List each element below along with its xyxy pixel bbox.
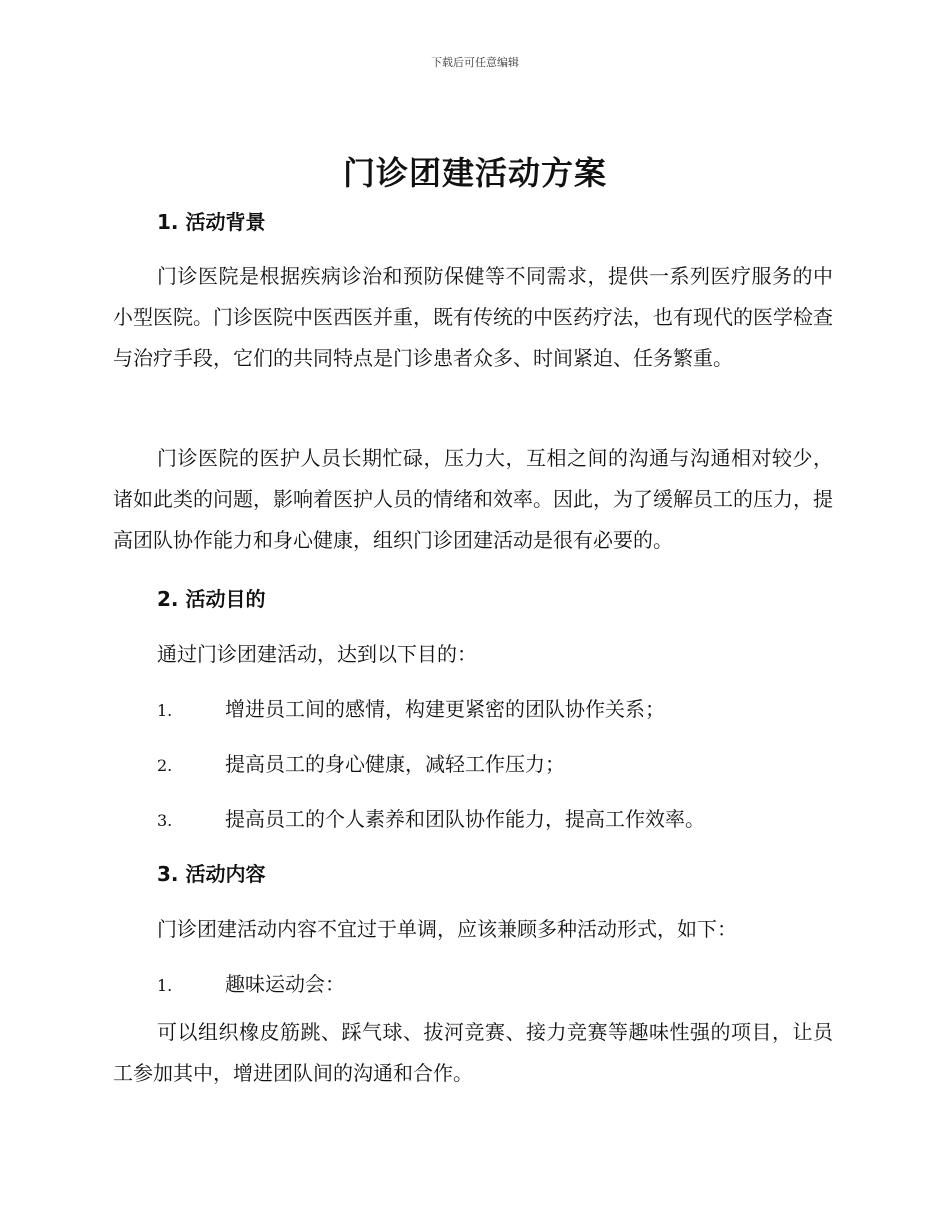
list-number: 3. [157, 811, 173, 830]
paragraph-background-1: 门诊医院是根据疾病诊治和预防保健等不同需求，提供一系列医疗服务的中小型医院。门诊医院中医西医并重，既有传统的中医药疗法，也有现代的医学检查与治疗手段，它们的共同特点是门诊患者众多、时间紧迫、任务繁重。 [113, 264, 833, 370]
purpose-list-item [157, 693, 665, 722]
list-text: 增进员工间的感情，构建更紧密的团队协作关系； [225, 697, 665, 721]
document-title: 门诊团建活动方案 [342, 154, 607, 192]
list-number: 1. [157, 701, 173, 720]
section-heading-background: 1. 活动背景 [157, 210, 266, 234]
header-note: 下载后可任意编辑 [431, 56, 519, 69]
purpose-list-item [157, 748, 565, 777]
paragraph-content: 可以组织橡皮筋跳、踩气球、拔河竞赛、接力竞赛等趣味性强的项目，让员工参加其中，增进团队间的沟通和合作。 [113, 1020, 833, 1085]
list-text: 趣味运动会： [225, 972, 345, 996]
list-text: 提高员工的个人素养和团队协作能力，提高工作效率。 [225, 807, 705, 831]
section-heading-content: 3. 活动内容 [157, 862, 266, 886]
content-list-item [157, 968, 345, 997]
list-number: 2. [157, 756, 173, 775]
content-intro: 门诊团建活动内容不宜过于单调，应该兼顾多种活动形式，如下： [157, 917, 737, 941]
paragraph-background-2: 门诊医院的医护人员长期忙碌，压力大，互相之间的沟通与沟通相对较少，诸如此类的问题，影响着医护人员的情绪和效率。因此，为了缓解员工的压力，提高团队协作能力和身心健康，组织门诊团建活动是很有必要的。 [113, 446, 833, 552]
purpose-intro: 通过门诊团建活动，达到以下目的： [157, 642, 477, 666]
list-number: 1. [157, 976, 173, 995]
list-text: 提高员工的身心健康，减轻工作压力； [225, 752, 565, 776]
purpose-list-item [157, 803, 705, 832]
section-heading-purpose: 2. 活动目的 [157, 587, 266, 611]
